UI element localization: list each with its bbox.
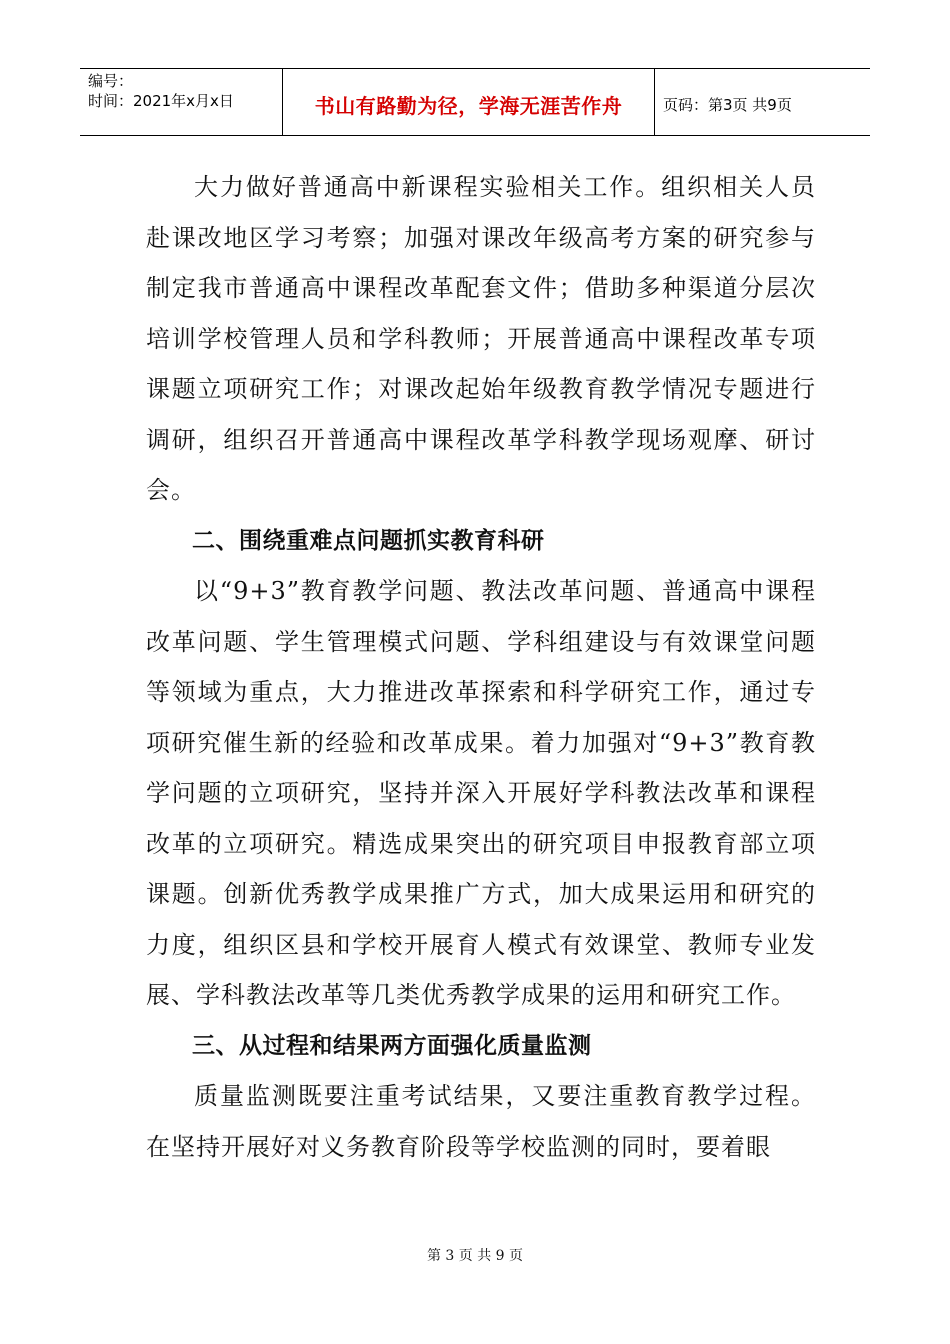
document-time-label: 时间：2021年x月x日 xyxy=(88,92,234,110)
section-heading-quality-monitoring: 三、从过程和结果两方面强化质量监测 xyxy=(192,1032,592,1059)
paragraph-research: 以“9+3”教育教学问题、教法改革问题、普通高中课程改革问题、学生管理模式问题、学科组建设与有效课堂问题等领域为重点，大力推进改革探索和科学研究工作，通过专项研究催生新的经验和改革成果。着力加强对“9+3”教育教学问题的立项研究，坚持并深入开展好学科教法改革和课程改革的立项研究。精选成果突出的研究项目申报教育部立项课题。创新优秀教学成果推广方式，加大成果运用和研究的力度，组织区县和学校开展育人模式有效课堂、教师专业发展、学科教法改革等几类优秀教学成果的运用和研究工作。 xyxy=(146,577,816,1009)
paragraph-quality-monitoring: 质量监测既要注重考试结果，又要注重教育教学过程。在坚持开展好对义务教育阶段等学校监测的同时，要着眼 xyxy=(146,1082,816,1161)
document-number-label: 编号： xyxy=(88,72,134,90)
page-footer: 第 3 页 共 9 页 xyxy=(426,1248,524,1264)
section-heading-research: 二、围绕重难点问题抓实教育科研 xyxy=(192,527,545,554)
page-header xyxy=(80,68,870,136)
header-motto: 书山有路勤为径，学海无涯苦作舟 xyxy=(283,69,655,135)
document-body xyxy=(146,162,816,1172)
header-meta xyxy=(80,69,283,135)
header-page-number: 页码：第3页 共9页 xyxy=(663,95,792,114)
paragraph-curriculum-reform: 大力做好普通高中新课程实验相关工作。组织相关人员赴课改地区学习考察；加强对课改年级高考方案的研究参与制定我市普通高中课程改革配套文件；借助多种渠道分层次培训学校管理人员和学科教师；开展普通高中课程改革专项课题立项研究工作；对课改起始年级教育教学情况专题进行调研，组织召开普通高中课程改革学科教学现场观摩、研讨会。 xyxy=(146,173,816,504)
